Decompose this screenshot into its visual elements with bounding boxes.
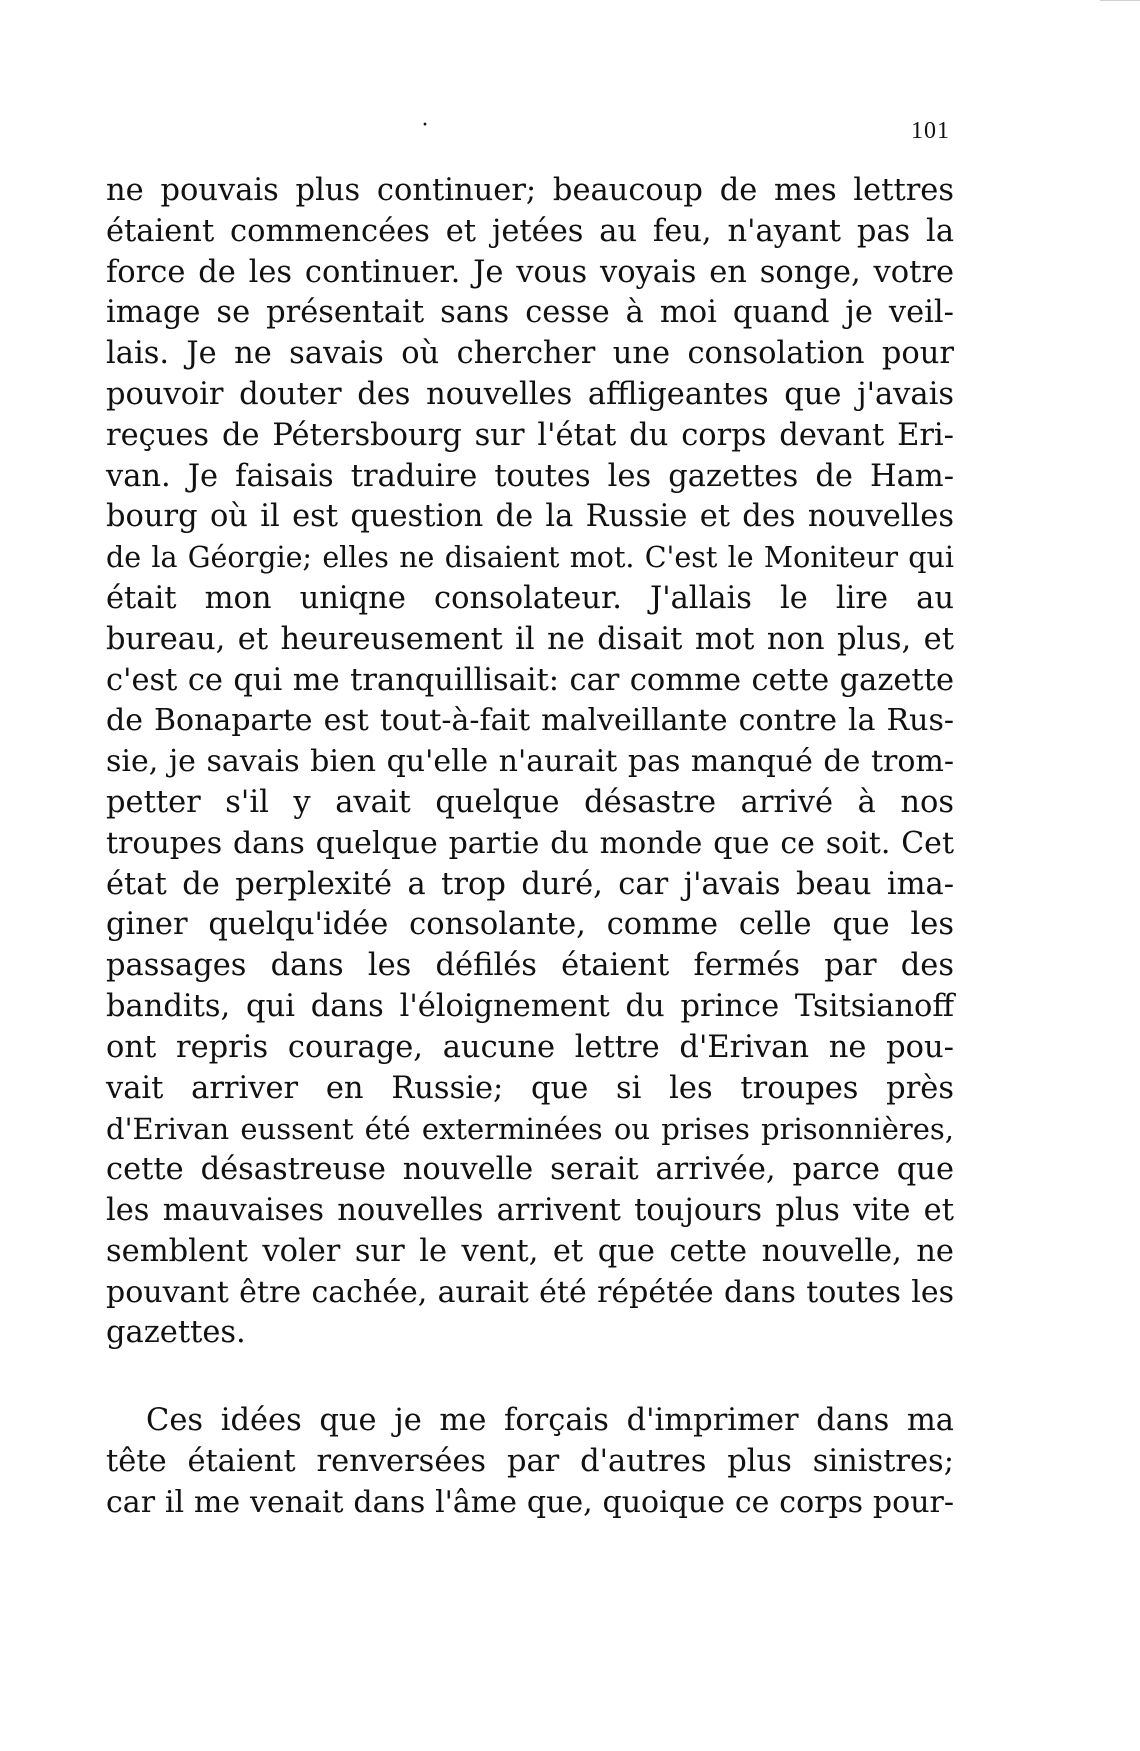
text-line: de Bonaparte est tout-à-fait malveillante contre la Rus- xyxy=(106,703,954,739)
text-line: bourg où il est question de la Russie et des nouvelles xyxy=(106,499,954,535)
text-line: passages dans les défilés étaient fermés par des xyxy=(106,948,954,984)
paragraph-2 xyxy=(106,1401,954,1523)
text-line: c'est ce qui me tranquillisait: car comme cette gazette xyxy=(106,662,954,698)
text-line: de la Géorgie; elles ne disaient mot. C'est le Moniteur qui xyxy=(106,541,954,575)
text-line: bureau, et heureusement il ne disait mot non plus, et xyxy=(106,621,954,657)
text-line: troupes dans quelque partie du monde que ce soit. Cet xyxy=(106,825,954,861)
text-line: ne pouvais plus continuer; beaucoup de mes lettres xyxy=(106,173,954,208)
text-line: van. Je faisais traduire toutes les gazettes de Ham- xyxy=(106,458,954,494)
text-line: était mon uniqne consolateur. J'allais le lire au xyxy=(106,580,954,616)
text-line: sie, je savais bien qu'elle n'aurait pas manqué de trom- xyxy=(106,744,954,780)
text-line: pouvant être cachée, aurait été répétée dans toutes les xyxy=(106,1274,954,1310)
text-line: cette désastreuse nouvelle serait arrivée, parce que xyxy=(106,1152,954,1188)
text-line: petter s'il y avait quelque désastre arrivé à nos xyxy=(106,784,954,820)
text-line: gazettes. xyxy=(106,1315,246,1351)
text-line: étaient commencées et jetées au feu, n'ayant pas la xyxy=(106,213,954,249)
text-line: d'Erivan eussent été exterminées ou prises prisonnières, xyxy=(106,1112,954,1147)
printer-mark: · xyxy=(421,112,429,138)
text-line: vait arriver en Russie; que si les troupes près xyxy=(106,1070,954,1106)
text-line: lais. Je ne savais où chercher une consolation pour xyxy=(106,336,954,372)
page-number: 101 xyxy=(911,118,950,144)
text-line: semblent voler sur le vent, et que cette nouvelle, ne xyxy=(106,1233,954,1269)
text-line: tête étaient renversées par d'autres plus sinistres; xyxy=(106,1443,954,1479)
text-line: ont repris courage, aucune lettre d'Erivan ne pou- xyxy=(106,1029,954,1065)
text-line: Ces idées que je me forçais d'imprimer dans ma xyxy=(146,1403,954,1438)
text-line: giner quelqu'idée consolante, comme celle que les xyxy=(106,907,954,943)
text-line: car il me venait dans l'âme que, quoique ce corps pour- xyxy=(106,1484,954,1520)
paragraph-1 xyxy=(106,171,954,1354)
text-line: les mauvaises nouvelles arrivent toujours plus vite et xyxy=(106,1192,954,1228)
text-line: état de perplexité a trop duré, car j'avais beau ima- xyxy=(106,866,954,902)
text-line: image se présentait sans cesse à moi quand je veil- xyxy=(106,295,954,331)
text-line: force de les continuer. Je vous voyais en songe, votre xyxy=(106,254,954,290)
text-line: reçues de Pétersbourg sur l'état du corps devant Eri- xyxy=(106,417,954,453)
text-line: pouvoir douter des nouvelles affligeantes que j'avais xyxy=(106,376,954,412)
text-line: bandits, qui dans l'éloignement du prince Tsitsianoff xyxy=(106,988,954,1024)
scan-edge-mark xyxy=(1100,0,1140,5)
